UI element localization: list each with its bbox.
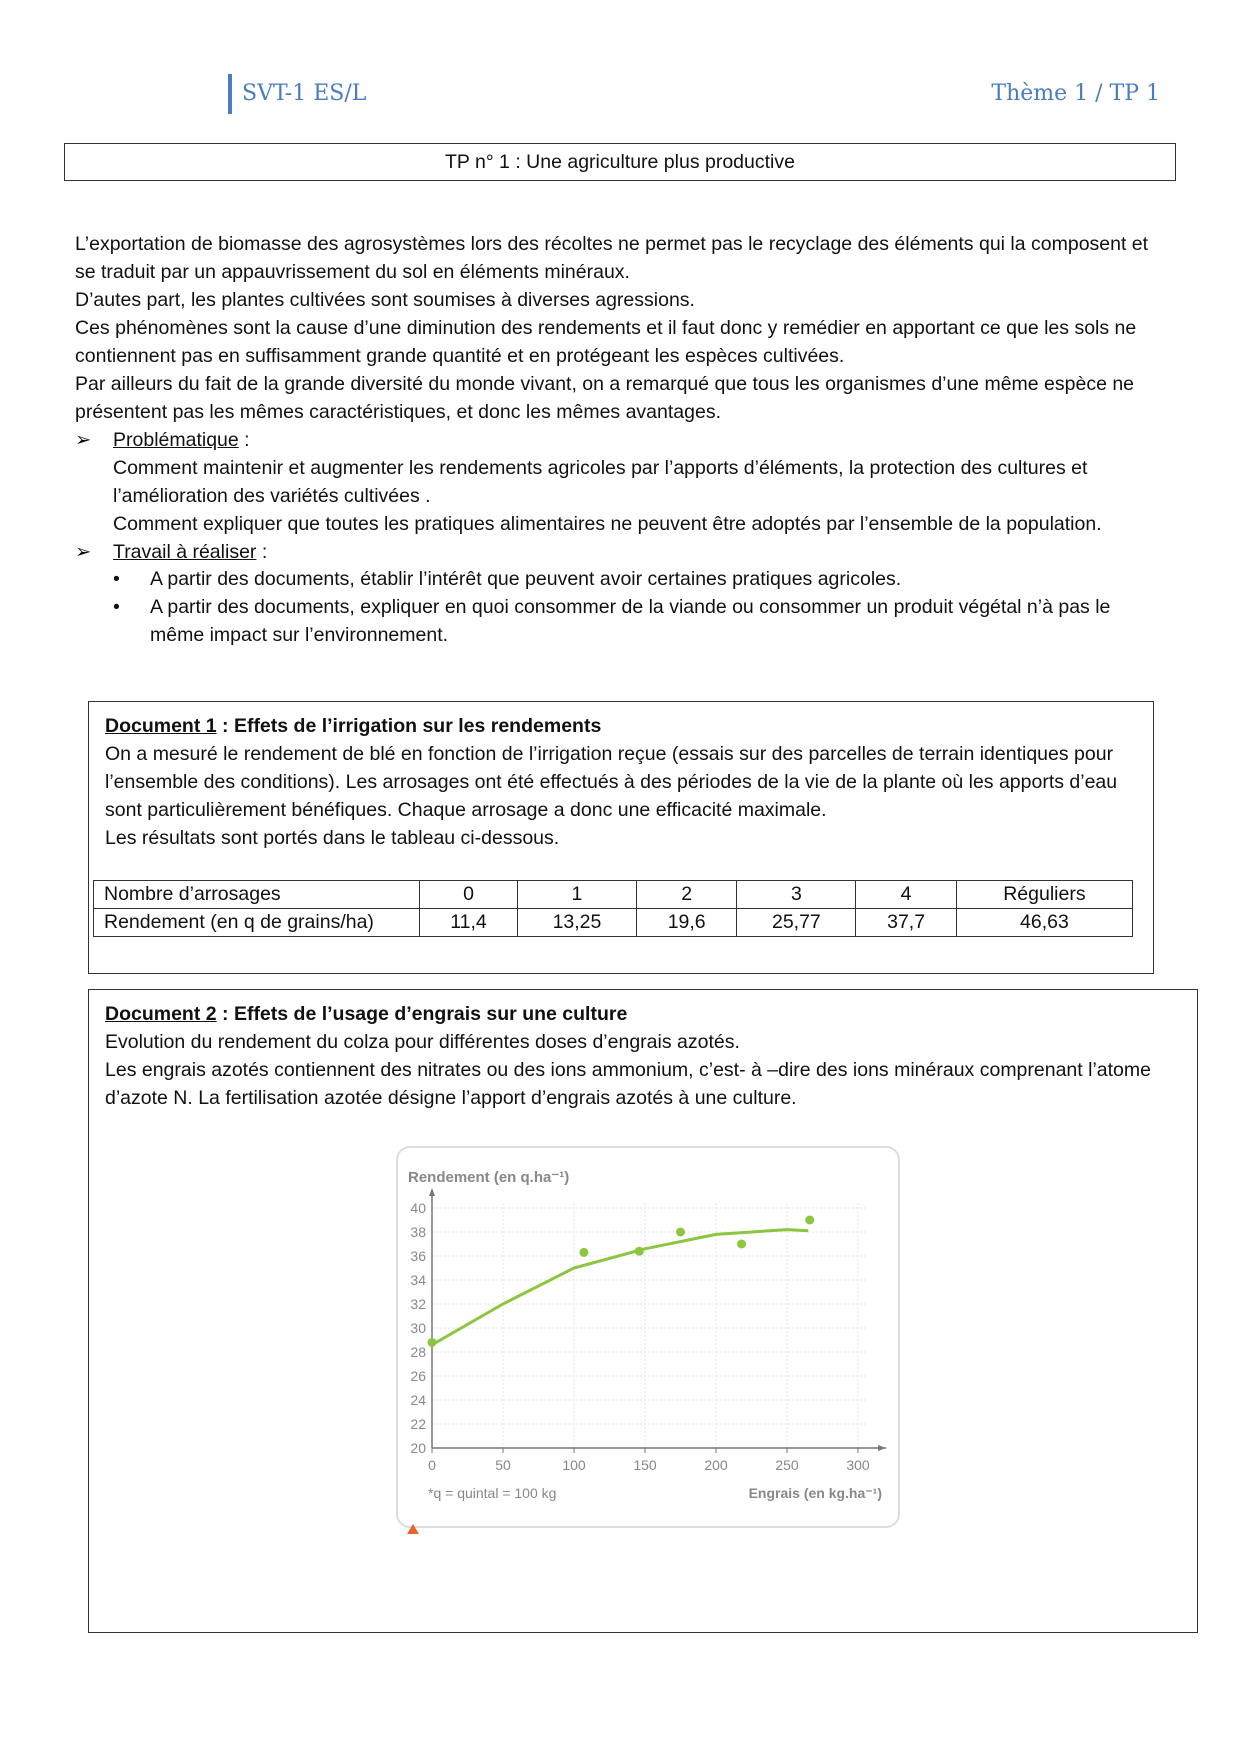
paragraph: Ces phénomènes sont la cause d’une diminution des rendements et il faut donc y remédier en apportant ce que les sols ne contiennent pas en suffisamment grande quantité et en protégeant les espèces cultivées. bbox=[75, 317, 1137, 367]
y-tick-label: 28 bbox=[410, 1344, 426, 1360]
arrow-bullet-icon: ➢ bbox=[75, 541, 92, 563]
list-item: A partir des documents, expliquer en quoi consommer de la viande ou consommer un produit végétal n’à pas le même impact sur l’environnement. bbox=[150, 596, 1111, 646]
table-cell: 46,63 bbox=[956, 909, 1132, 937]
x-tick-label: 250 bbox=[775, 1457, 799, 1473]
y-tick-label: 40 bbox=[410, 1200, 426, 1216]
table-cell: Nombre d’arrosages bbox=[94, 881, 420, 909]
y-tick-label: 38 bbox=[410, 1224, 426, 1240]
problematique-heading: Problématique bbox=[113, 429, 239, 451]
table-cell: 25,77 bbox=[737, 909, 856, 937]
table-cell: 19,6 bbox=[636, 909, 736, 937]
table-cell: 37,7 bbox=[856, 909, 956, 937]
course-label: SVT-1 ES/L bbox=[228, 74, 366, 114]
list-item: A partir des documents, établir l’intérêt que peuvent avoir certaines pratiques agricoles. bbox=[150, 568, 902, 590]
y-axis-arrow bbox=[429, 1188, 435, 1196]
x-tick-label: 150 bbox=[633, 1457, 657, 1473]
y-tick-label: 22 bbox=[410, 1416, 426, 1432]
doc2-text1: Evolution du rendement du colza pour différentes doses d’engrais azotés. bbox=[105, 1031, 740, 1053]
paragraph: D’autes part, les plantes cultivées sont soumises à diverses agressions. bbox=[75, 289, 695, 311]
table-cell: 11,4 bbox=[420, 909, 518, 937]
x-tick-label: 200 bbox=[704, 1457, 728, 1473]
x-axis-label: Engrais (en kg.ha⁻¹) bbox=[748, 1485, 882, 1501]
table-row bbox=[94, 881, 1133, 909]
x-tick-label: 100 bbox=[562, 1457, 586, 1473]
doc2-title: : Effets de l’usage d’engrais sur une culture bbox=[216, 1003, 628, 1025]
y-axis-label: Rendement (en q.ha⁻¹) bbox=[408, 1169, 570, 1186]
intro: L’exportation de biomasse des agrosystèmes lors des récoltes ne permet pas le recyclage des éléments qui la composent et se traduit par un appauvrissement du sol en éléments minéraux. D’autes part, les plantes cultivées sont soumises à diverses agressions. Ces phénomènes sont la cause d’une diminution des rendements et il faut donc y remédier en apportant ce que les sols ne contiennent pas en suffisamment grande quantité et en protégeant les espèces cultivées. Par ailleurs du fait de la grande diversité du monde vivant, on a remarqué que tous les organismes d’une même espèce ne présentent pas les mêmes caractéristiques, et donc les mêmes avantages. ➢ Problématique : Comment maintenir et augmenter les rendements agricoles par l’apports d’éléments, la protection des cultures et l’amélioration des variétés cultivées . Comment expliquer que toutes les pratiques alimentaires ne peuvent être adoptés par l’ensemble de la population. ➢ Travail à réaliser : • A partir des documents, établir l’intérêt que peuvent avoir certaines pratiques agricoles. • A partir des documents, expliquer en quoi consommer de la viande ou consommer un produit végétal n’à pas le même impact sur l’environnement. bbox=[75, 230, 1165, 649]
table-cell: 3 bbox=[737, 881, 856, 909]
y-tick-label: 30 bbox=[410, 1320, 426, 1336]
travail-heading: Travail à réaliser bbox=[113, 541, 257, 563]
y-tick-label: 26 bbox=[410, 1368, 426, 1384]
data-point bbox=[676, 1228, 685, 1237]
table-row bbox=[94, 909, 1133, 937]
y-tick-label: 34 bbox=[410, 1272, 426, 1288]
paragraph: Par ailleurs du fait de la grande diversité du monde vivant, on a remarqué que tous les organismes d’une même espèce ne présentent pas les mêmes caractéristiques, et donc les mêmes avantages. bbox=[75, 373, 1135, 423]
fertilizer-chart bbox=[396, 1146, 900, 1528]
page-title: TP n° 1 : Une agriculture plus productive bbox=[64, 143, 1176, 181]
doc1-text: On a mesuré le rendement de blé en fonction de l’irrigation reçue (essais sur des parcelles de terrain identiques pour l’ensemble des conditions). Les arrosages ont été effectués à des périodes de la vie de la plante où les apports d’eau sont particulièrement bénéfiques. Chaque arrosage a donc une efficacité maximale. bbox=[105, 743, 1118, 821]
irrigation-table bbox=[93, 880, 1133, 937]
table-cell: 4 bbox=[856, 881, 956, 909]
y-tick-label: 24 bbox=[410, 1392, 426, 1408]
x-axis-arrow bbox=[878, 1445, 886, 1451]
doc1-text2: Les résultats sont portés dans le tableau ci-dessous. bbox=[105, 827, 560, 849]
table-cell: 1 bbox=[518, 881, 637, 909]
y-tick-label: 32 bbox=[410, 1296, 426, 1312]
doc1-title: : Effets de l’irrigation sur les rendements bbox=[216, 715, 602, 737]
theme-label: Thème 1 / TP 1 bbox=[991, 81, 1160, 106]
arrow-bullet-icon: ➢ bbox=[75, 429, 92, 451]
table-cell: 2 bbox=[636, 881, 736, 909]
y-tick-label: 20 bbox=[410, 1440, 426, 1456]
paragraph: Comment expliquer que toutes les pratiques alimentaires ne peuvent être adoptés par l’ensemble de la population. bbox=[113, 513, 1102, 535]
table-cell: 13,25 bbox=[518, 909, 637, 937]
doc1-label: Document 1 bbox=[105, 715, 217, 737]
doc2-label: Document 2 bbox=[105, 1003, 217, 1025]
y-tick-label: 36 bbox=[410, 1248, 426, 1264]
data-point bbox=[805, 1216, 814, 1225]
x-tick-label: 50 bbox=[495, 1457, 511, 1473]
x-tick-label: 0 bbox=[428, 1457, 436, 1473]
document-1 bbox=[88, 701, 1154, 974]
data-point bbox=[428, 1338, 437, 1347]
chart-note: *q = quintal = 100 kg bbox=[428, 1485, 557, 1501]
warning-triangle-icon bbox=[407, 1524, 419, 1534]
bullet-icon: • bbox=[113, 568, 120, 590]
paragraph: Comment maintenir et augmenter les rendements agricoles par l’apports d’éléments, la protection des cultures et l’amélioration des variétés cultivées . bbox=[113, 457, 1088, 507]
table-cell: 0 bbox=[420, 881, 518, 909]
chart-svg bbox=[398, 1148, 898, 1526]
table-cell: Rendement (en q de grains/ha) bbox=[94, 909, 420, 937]
doc2-text2: Les engrais azotés contiennent des nitrates ou des ions ammonium, c’est- à –dire des ions minéraux comprenant l’atome d’azote N. La fertilisation azotée désigne l’apport d’engrais azotés à une culture. bbox=[105, 1059, 1151, 1109]
bullet-icon: • bbox=[113, 596, 120, 618]
x-tick-label: 300 bbox=[846, 1457, 870, 1473]
paragraph: L’exportation de biomasse des agrosystèmes lors des récoltes ne permet pas le recyclage des éléments qui la composent et se traduit par un appauvrissement du sol en éléments minéraux. bbox=[75, 233, 1149, 283]
document-2 bbox=[88, 989, 1198, 1633]
table-cell: Réguliers bbox=[956, 881, 1132, 909]
data-point bbox=[737, 1240, 746, 1249]
data-point bbox=[635, 1247, 644, 1256]
data-point bbox=[579, 1248, 588, 1257]
